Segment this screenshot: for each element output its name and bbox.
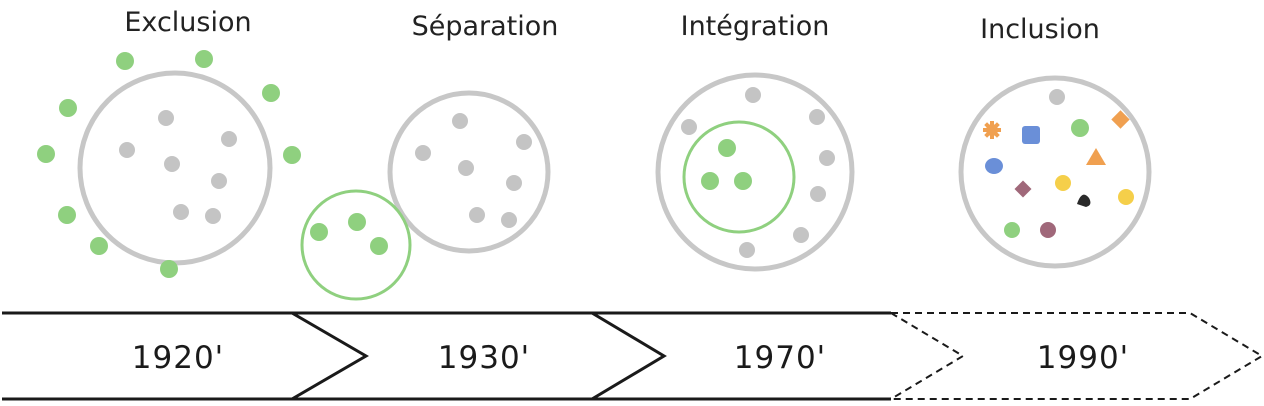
green-dot bbox=[734, 172, 752, 190]
gray-dot bbox=[810, 186, 826, 202]
gray-dot bbox=[469, 207, 485, 223]
separation-group bbox=[302, 93, 548, 299]
year-label-1920: 1920' bbox=[131, 340, 225, 376]
stage-title-separation: Séparation bbox=[411, 11, 559, 42]
timeline-dashed-chevron-1970 bbox=[891, 313, 963, 399]
green-dot bbox=[1071, 119, 1089, 137]
green-dot bbox=[160, 260, 178, 278]
green-dot bbox=[262, 84, 280, 102]
green-dot bbox=[195, 50, 213, 68]
yellow-dot bbox=[1118, 189, 1134, 205]
gray-dot bbox=[221, 131, 237, 147]
orange-triangle-icon bbox=[1086, 148, 1106, 165]
inclusion-group bbox=[961, 78, 1149, 266]
gray-dot bbox=[516, 134, 532, 150]
exclusion-inner-dots bbox=[119, 110, 237, 224]
green-dot bbox=[90, 237, 108, 255]
year-label-1990: 1990' bbox=[1036, 340, 1130, 376]
gray-dot bbox=[819, 150, 835, 166]
gray-dot bbox=[158, 110, 174, 126]
gray-dot bbox=[119, 142, 135, 158]
gray-dot bbox=[681, 119, 697, 135]
gray-dot bbox=[211, 173, 227, 189]
integration-circle bbox=[658, 75, 852, 269]
green-dot bbox=[370, 237, 388, 255]
gray-dot bbox=[793, 227, 809, 243]
year-label-1930: 1930' bbox=[437, 340, 531, 376]
gray-dot bbox=[164, 156, 180, 172]
green-dot bbox=[310, 223, 328, 241]
gray-dot bbox=[506, 175, 522, 191]
green-dot bbox=[1004, 222, 1020, 238]
stage-title-exclusion: Exclusion bbox=[124, 7, 252, 38]
gray-dot bbox=[205, 208, 221, 224]
green-dot bbox=[283, 146, 301, 164]
exclusion-group bbox=[37, 50, 301, 278]
green-dot bbox=[58, 206, 76, 224]
gray-dot bbox=[452, 113, 468, 129]
black-shape-icon bbox=[1077, 195, 1090, 207]
mauve-diamond-icon bbox=[1015, 181, 1032, 198]
blue-dot bbox=[985, 158, 1003, 174]
separation-green-circle bbox=[302, 191, 410, 299]
separation-green-dots bbox=[310, 213, 388, 255]
green-dot bbox=[718, 139, 736, 157]
stage-title-inclusion: Inclusion bbox=[980, 14, 1100, 45]
green-dot bbox=[59, 99, 77, 117]
green-dot bbox=[37, 145, 55, 163]
yellow-dot bbox=[1055, 175, 1071, 191]
stage-title-integration: Intégration bbox=[680, 11, 830, 42]
orange-gear-icon bbox=[983, 121, 1001, 139]
gray-dot bbox=[739, 242, 755, 258]
gray-dot bbox=[745, 87, 761, 103]
mauve-dot bbox=[1040, 222, 1056, 238]
integration-group bbox=[658, 75, 852, 269]
gray-dot bbox=[173, 204, 189, 220]
gray-dot bbox=[458, 160, 474, 176]
green-dot bbox=[701, 172, 719, 190]
year-label-1970: 1970' bbox=[733, 340, 827, 376]
green-dot bbox=[116, 52, 134, 70]
integration-green-dots bbox=[701, 139, 752, 190]
gray-dot bbox=[415, 145, 431, 161]
green-dot bbox=[348, 213, 366, 231]
blue-square-icon bbox=[1022, 126, 1040, 144]
gray-dot bbox=[1049, 89, 1065, 105]
separation-inner-dots bbox=[415, 113, 532, 228]
gray-dot bbox=[501, 212, 517, 228]
integration-gray-dots bbox=[681, 87, 835, 258]
gray-dot bbox=[809, 109, 825, 125]
